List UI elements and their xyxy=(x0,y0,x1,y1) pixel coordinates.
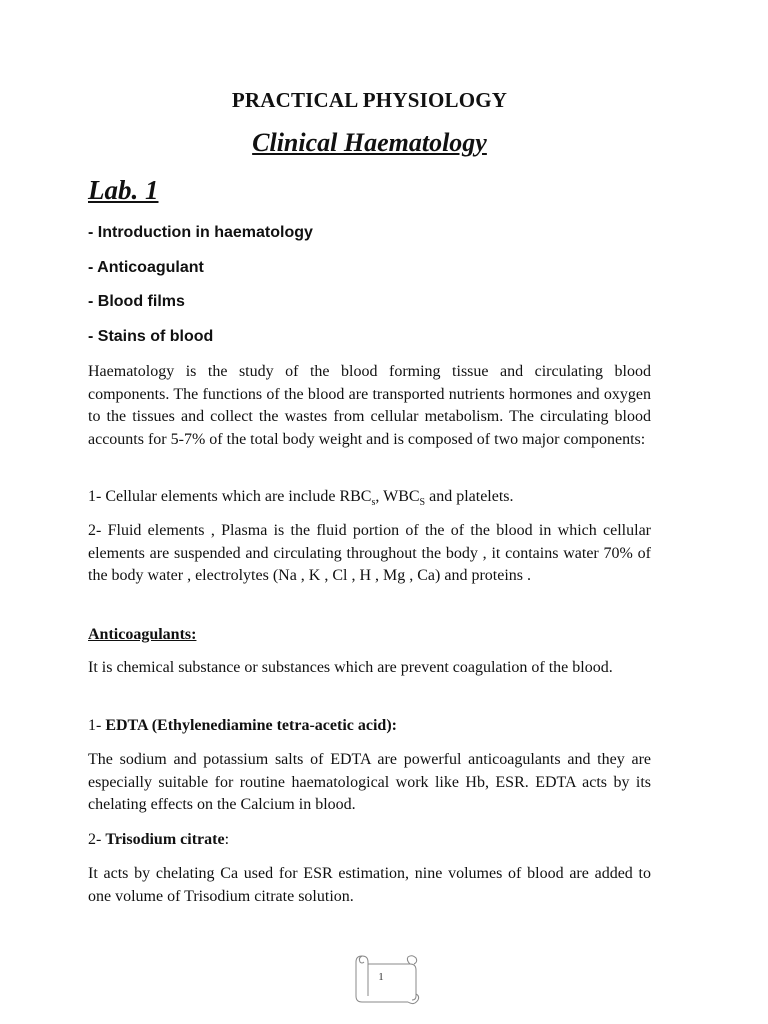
fluid-elements-paragraph: 2- Fluid elements , Plasma is the fluid portion of the of the blood in which cellular elements are suspended and circulating throughout the body , it contains water 70% of the body water , electrolytes (Na , K , Cl , H , Mg , Ca) and proteins . xyxy=(88,522,651,584)
citrate-title: Trisodium citrate xyxy=(105,831,225,848)
edta-number: 1- xyxy=(88,717,106,734)
cellular-elements-paragraph xyxy=(88,486,651,515)
page-title: PRACTICAL PHYSIOLOGY xyxy=(231,88,508,112)
edta-heading xyxy=(88,715,651,738)
page-number-badge xyxy=(346,952,422,1008)
anticoagulants-heading: Anticoagulants: xyxy=(88,626,197,643)
intro-paragraph: Haematology is the study of the blood forming tissue and circulating blood components. The functions of the blood are transported nutrients hormones and oxygen to the tissues and collect the wastes from cellular metabolism. The circulating blood accounts for 5-7% of the total body weight and is composed of two major components: xyxy=(88,363,651,448)
citrate-number: 2- xyxy=(88,831,106,848)
anticoagulants-definition: It is chemical substance or substances which are prevent coagulation of the blood. xyxy=(88,659,613,676)
cellular-sub-2: S xyxy=(419,497,426,509)
page-subtitle: Clinical Haematology xyxy=(252,128,487,157)
page-number: 1 xyxy=(378,971,384,983)
cellular-sub-1: s xyxy=(371,497,376,509)
edta-paragraph: The sodium and potassium salts of EDTA are powerful anticoagulants and they are especially suitable for routine haematological work like Hb, ESR. EDTA acts by its chelating effects on the Calcium in blood. xyxy=(88,751,651,813)
topic-item: - Stains of blood xyxy=(88,328,214,345)
citrate-colon: : xyxy=(224,831,230,848)
topic-item: - Introduction in haematology xyxy=(88,224,313,241)
edta-title: EDTA (Ethylenediamine tetra-acetic acid): xyxy=(105,717,397,734)
cellular-suffix: and platelets. xyxy=(425,488,514,505)
topic-item: - Blood films xyxy=(88,293,185,310)
cellular-prefix: 1- Cellular elements which are include RBC xyxy=(88,488,372,505)
citrate-paragraph: It acts by chelating Ca used for ESR estimation, nine volumes of blood are added to one volume of Trisodium citrate solution. xyxy=(88,865,651,905)
cellular-mid: , WBC xyxy=(375,488,420,505)
topic-item: - Anticoagulant xyxy=(88,259,204,276)
lab-heading: Lab. 1 xyxy=(88,175,159,205)
citrate-heading xyxy=(88,829,651,852)
